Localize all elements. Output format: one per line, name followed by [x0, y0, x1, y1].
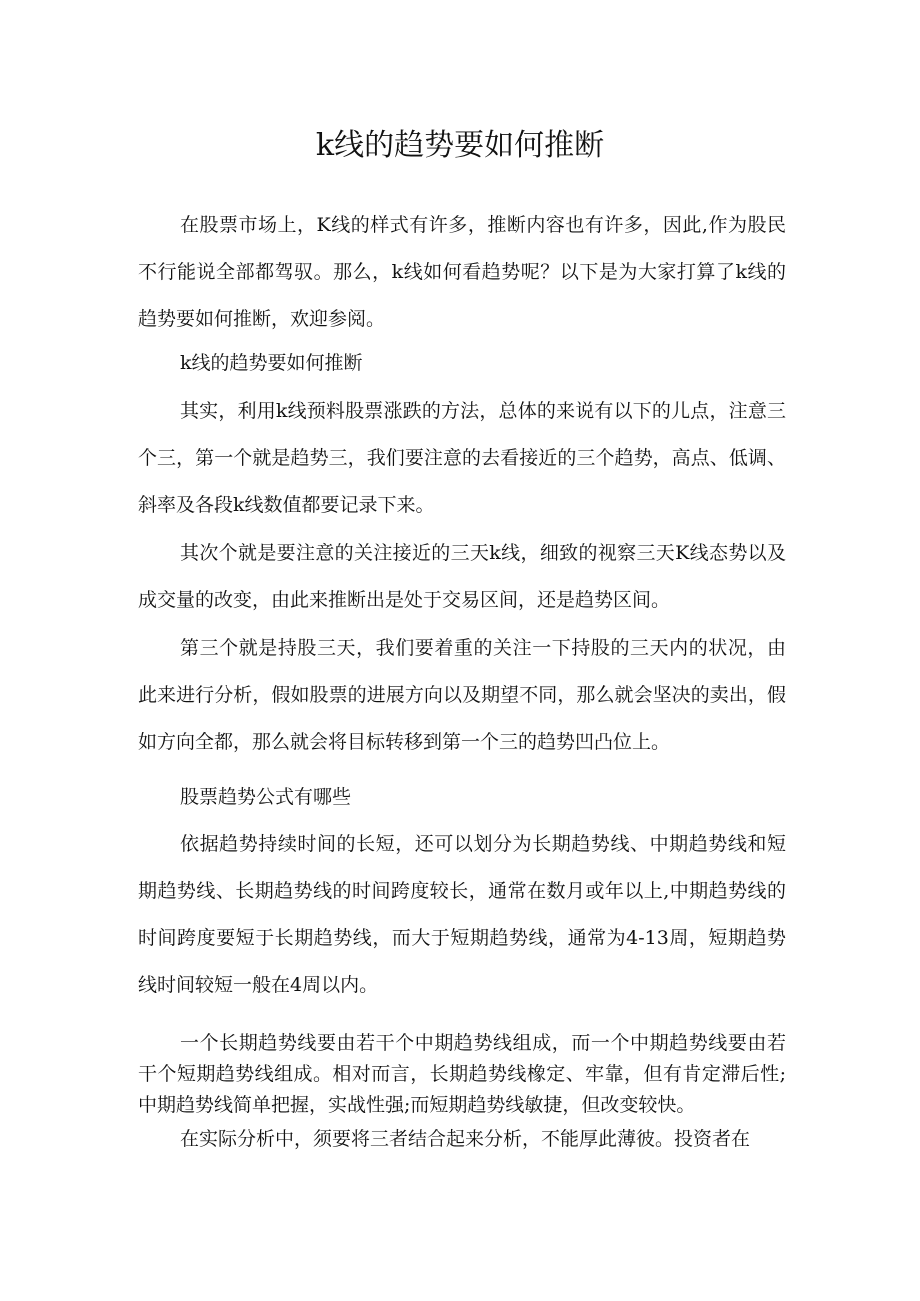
- paragraph-combined-analysis: 在实际分析中，须要将三者结合起来分析，不能厚此薄彼。投资者在: [180, 1128, 751, 1150]
- section-heading-trend-formula: 股票趋势公式有哪些: [180, 786, 352, 808]
- paragraph-trend-duration: 依据趋势持续时间的长短，还可以划分为长期趋势线、中期趋势线和短期趋势线、长期趋势线的时间跨度较长，通常在数月或年以上,中期趋势线的时间跨度要短于长期趋势线，而大于短期趋势线，通常为4-13周，短期趋势线时间较短一般在4周以内。: [138, 833, 786, 996]
- document-title: k线的趋势要如何推断: [315, 128, 605, 163]
- section-heading-kline-trend: k线的趋势要如何推断: [180, 352, 363, 374]
- paragraph-three-trends: 其实，利用k线预料股票涨跌的方法，总体的来说有以下的儿点，注意三个三，第一个就是趋势三，我们要注意的去看接近的三个趋势，高点、低调、斜率及各段k线数值都要记录下来。: [138, 400, 786, 516]
- paragraph-three-days: 其次个就是要注意的关注接近的三天k线，细致的视察三天K线态势以及成交量的改变，由此来推断出是处于交易区间，还是趋势区间。: [138, 542, 786, 611]
- paragraph-intro: 在股票市场上，K线的样式有许多，推断内容也有许多，因此,作为股民不行能说全部都驾驭。那么，k线如何看趋势呢？以下是为大家打算了k线的趋势要如何推断，欢迎参阅。: [138, 214, 786, 330]
- paragraph-hold-three-days: 第三个就是持股三天，我们要着重的关注一下持股的三天内的状况，由此来进行分析，假如股票的进展方向以及期望不同，那么就会坚决的卖出，假如方向全都，那么就会将目标转移到第一个三的趋势凹凸位上。: [138, 637, 786, 753]
- paragraph-trend-composition: 一个长期趋势线要由若干个中期趋势线组成，而一个中期趋势线要由若干个短期趋势线组成。相对而言，长期趋势线橡定、牢靠，但有肯定滞后性;中期趋势线简单把握，实战性强;而短期趋势线敏捷，但改变较快。: [138, 1032, 786, 1116]
